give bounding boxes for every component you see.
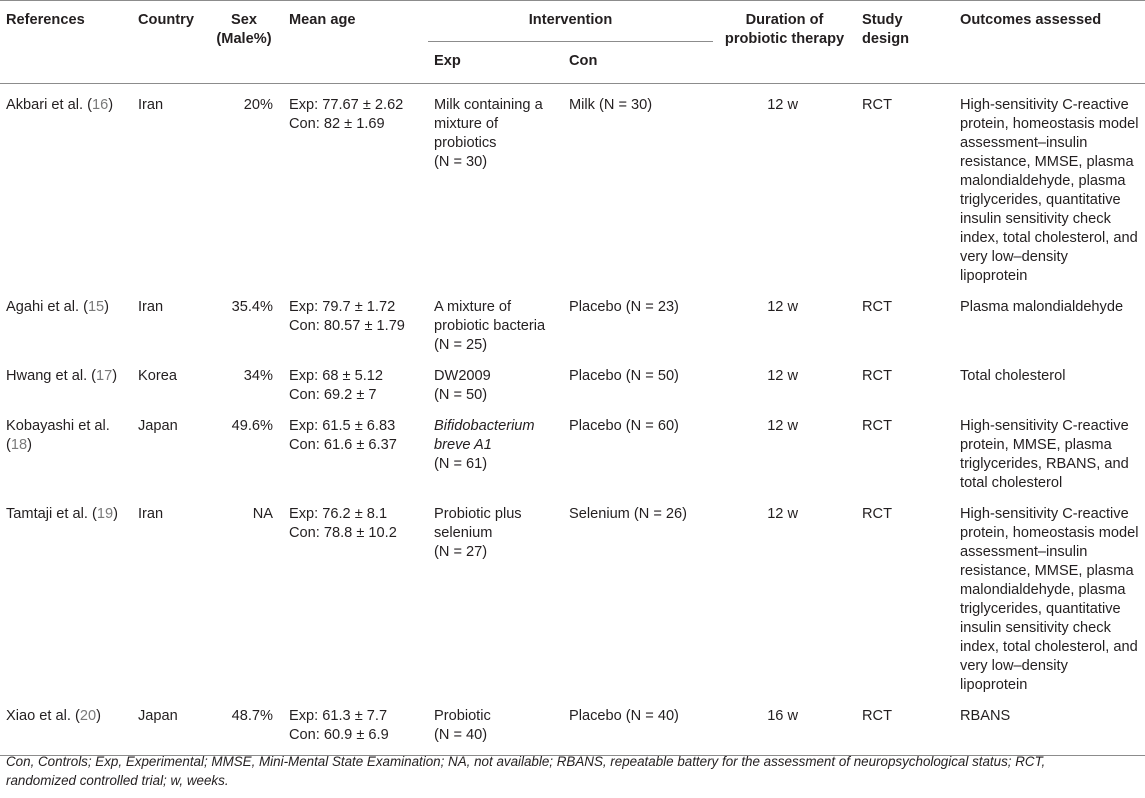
cell-country: Japan: [138, 418, 178, 434]
cell-mean-age: Exp: 79.7 ± 1.72 Con: 80.57 ± 1.79: [289, 299, 405, 334]
cell-con: Selenium (N = 26): [569, 506, 688, 522]
cell-exp: Milk containing a mixture of probiotics (N = 30): [434, 97, 543, 170]
reference-name: Kobayashi et al.: [6, 418, 110, 434]
cell-exp: Probiotic (N = 40): [434, 708, 491, 743]
reference-link[interactable]: 17: [96, 368, 113, 384]
header-exp: Exp: [434, 53, 461, 69]
reference-link[interactable]: 15: [87, 299, 105, 315]
table-row: [0, 695, 1145, 756]
cell-study-design: RCT: [862, 97, 893, 113]
cell-outcomes: Plasma malondialdehyde: [960, 299, 1124, 315]
cell-study-design: RCT: [862, 418, 893, 434]
cell-mean-age: Exp: 61.5 ± 6.83 Con: 61.6 ± 6.37: [289, 418, 397, 453]
cell-mean-age: Exp: 76.2 ± 8.1 Con: 78.8 ± 10.2: [289, 506, 397, 541]
reference-link[interactable]: 16: [91, 97, 109, 113]
cell-outcomes: High-sensitivity C-reactive protein, homeostasis model assessment–insulin resistance, MMSE, plasma malondialdehyde, plasma triglycerides, quantitative insulin sensitivity check index, total cholesterol, and very low–density lipoprotein: [960, 506, 1139, 693]
header-mean-age: Mean age: [289, 12, 356, 28]
cell-con: Placebo (N = 40): [569, 708, 679, 724]
cell-duration: 12 w: [767, 368, 799, 384]
header-con: Con: [569, 53, 598, 69]
header-sex: Sex (Male%): [216, 12, 272, 47]
cell-con: Milk (N = 30): [569, 97, 653, 113]
cell-reference: Akbari et al. (16): [6, 97, 114, 113]
reference-link[interactable]: 18: [10, 437, 28, 453]
table-footnote: Con, Controls; Exp, Experimental; MMSE, Mini-Mental State Examination; NA, not available; RBANS, repeatable battery for the assessment of neuropsychological status; RCT, randomized controlled trial; w, weeks.: [6, 754, 1046, 788]
cell-study-design: RCT: [862, 368, 893, 384]
header-country: Country: [138, 12, 194, 28]
cell-duration: 16 w: [767, 708, 799, 724]
cell-outcomes: Total cholesterol: [960, 368, 1066, 384]
cell-con: Placebo (N = 60): [569, 418, 679, 434]
table-row: [0, 286, 1145, 355]
table-row: [0, 405, 1145, 493]
cell-exp: A mixture of probiotic bacteria (N = 25): [434, 299, 546, 353]
cell-outcomes: High-sensitivity C-reactive protein, MMSE, plasma triglycerides, RBANS, and total cholesterol: [960, 418, 1129, 491]
cell-sex: 34%: [243, 368, 273, 384]
cell-mean-age: Exp: 61.3 ± 7.7 Con: 60.9 ± 6.9: [289, 708, 389, 743]
cell-reference: Kobayashi et al. (18): [6, 418, 110, 453]
cell-outcomes: RBANS: [960, 708, 1011, 724]
cell-outcomes: High-sensitivity C-reactive protein, homeostasis model assessment–insulin resistance, MMSE, plasma malondialdehyde, plasma triglycerides, quantitative insulin sensitivity check index, total cholesterol, and very low–density lipoprotein: [960, 97, 1139, 284]
reference-name: Tamtaji et al. (: [6, 506, 97, 522]
header-outcomes: Outcomes assessed: [960, 12, 1102, 28]
header-intervention: Intervention: [428, 1, 713, 42]
table-row: [0, 493, 1145, 695]
cell-reference: Tamtaji et al. (19): [6, 506, 118, 522]
cell-sex: 49.6%: [231, 418, 273, 434]
cell-mean-age: Exp: 77.67 ± 2.62 Con: 82 ± 1.69: [289, 97, 404, 132]
cell-reference: Hwang et al. (17): [6, 368, 118, 384]
reference-name: Akbari et al. (: [6, 97, 92, 113]
cell-duration: 12 w: [767, 506, 799, 522]
cell-sex: 35.4%: [231, 299, 273, 315]
cell-con: Placebo (N = 23): [569, 299, 679, 315]
cell-duration: 12 w: [767, 418, 799, 434]
cell-country: Korea: [138, 368, 177, 384]
cell-study-design: RCT: [862, 299, 893, 315]
reference-name: Agahi et al. (: [6, 299, 88, 315]
header-duration: Duration of probiotic therapy: [724, 12, 845, 47]
cell-exp: Probiotic plus selenium (N = 27): [434, 506, 522, 560]
cell-con: Placebo (N = 50): [569, 368, 679, 384]
cell-mean-age: Exp: 68 ± 5.12 Con: 69.2 ± 7: [289, 368, 384, 403]
table-row: [0, 355, 1145, 405]
cell-country: Iran: [138, 299, 164, 315]
cell-sex: 20%: [243, 97, 273, 113]
header-references: References: [6, 12, 85, 28]
reference-name: Xiao et al. (: [6, 708, 80, 724]
reference-link[interactable]: 19: [96, 506, 114, 522]
reference-name: Hwang et al. (: [6, 368, 97, 384]
cell-country: Japan: [138, 708, 178, 724]
cell-reference: Xiao et al. (20): [6, 708, 101, 724]
cell-country: Iran: [138, 506, 164, 522]
cell-exp: Bifidobacterium breve A1 (N = 61): [434, 418, 535, 472]
cell-country: Iran: [138, 97, 164, 113]
table-row: [0, 84, 1145, 287]
cell-duration: 12 w: [767, 299, 799, 315]
cell-exp: DW2009 (N = 50): [434, 368, 491, 403]
cell-study-design: RCT: [862, 506, 893, 522]
cell-sex: 48.7%: [231, 708, 273, 724]
cell-duration: 12 w: [767, 97, 799, 113]
cell-sex: NA: [252, 506, 273, 522]
cell-reference: Agahi et al. (15): [6, 299, 110, 315]
header-study-design: Study design: [862, 12, 910, 47]
reference-link[interactable]: 20: [79, 708, 97, 724]
cell-study-design: RCT: [862, 708, 893, 724]
